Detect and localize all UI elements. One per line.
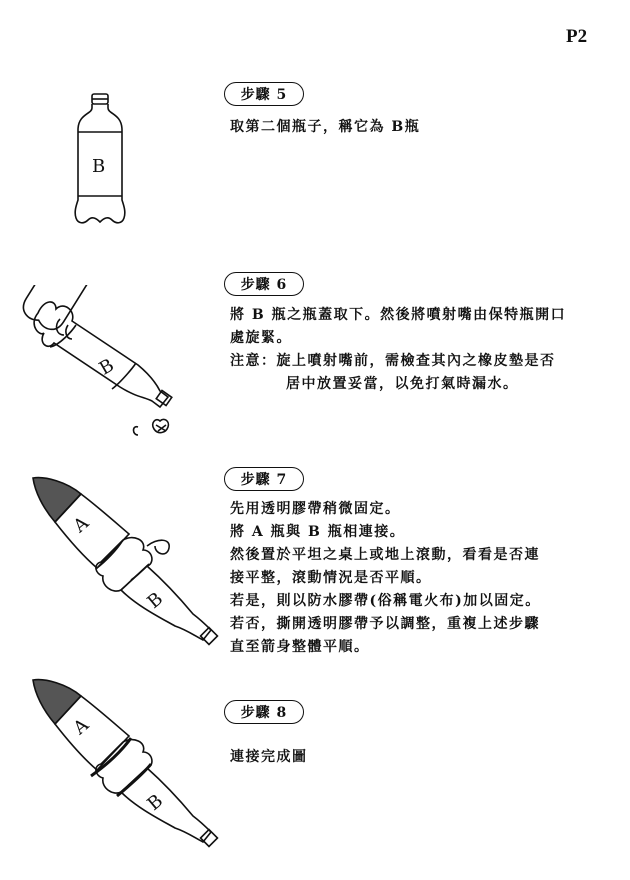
- step-8-line-1: 連接完成圖: [230, 749, 308, 765]
- bottle-body-outline: [34, 302, 168, 407]
- bottle-b-label: B: [143, 588, 168, 613]
- nozzle: [201, 628, 218, 645]
- step-6-note: [230, 350, 610, 373]
- note-line-1: 旋上噴射嘴前，需檢查其內之橡皮墊是否: [276, 353, 556, 369]
- step-6-text: [230, 304, 610, 396]
- step-7-line-2: 將 A 瓶與 B 瓶相連接。: [230, 524, 406, 540]
- step-5-text: [230, 116, 610, 139]
- nozzle: [201, 830, 218, 847]
- step-5-line-1: 取第二個瓶子，稱它為 B瓶: [230, 119, 421, 135]
- step-6-line-1: 將 B 瓶之瓶蓋取下。然後將噴射嘴由保特瓶開口: [230, 307, 567, 323]
- step-8-text: [230, 746, 610, 769]
- nose-cone: [33, 478, 81, 522]
- step-6-badge: 步驟 6: [224, 272, 304, 296]
- nozzle: [156, 390, 172, 405]
- step-7-line-3: 然後置於平坦之桌上或地上滾動，看看是否連: [230, 547, 540, 563]
- step-7-badge: 步驟 7: [224, 467, 304, 491]
- bottle-a-label: A: [69, 714, 93, 739]
- bottle-b-upright-illustration: [70, 90, 130, 230]
- bottle-b-label: B: [95, 354, 118, 380]
- bottle-b-label: B: [92, 156, 106, 177]
- bottle-b-tilted-illustration: [20, 285, 205, 455]
- nose-cone: [33, 680, 81, 724]
- page-number: P2: [566, 26, 588, 47]
- note-line-2: 居中放置妥當，以免打氣時漏水。: [286, 376, 519, 392]
- tape-band: [117, 764, 151, 796]
- rocket-taping-illustration: [25, 470, 225, 665]
- step-7-line-4: 接平整，滾動情況是否平順。: [230, 570, 432, 586]
- note-label: 注意：: [230, 353, 277, 369]
- step-7-line-1: 先用透明膠帶稍微固定。: [230, 501, 401, 517]
- bottle-a-label: A: [69, 512, 93, 537]
- step-7-line-6: 若否，撕開透明膠帶予以調整，重複上述步驟: [230, 616, 540, 632]
- bottle-b-bottom: [96, 538, 152, 591]
- tape-loop: [147, 540, 169, 554]
- step-7-text: [230, 498, 610, 659]
- step-7-line-5: 若是，則以防水膠帶(俗稱電火布)加以固定。: [230, 593, 541, 609]
- rubber-washer: [134, 427, 139, 435]
- step-8-badge: 步驟 8: [224, 700, 304, 724]
- step-5-badge: 步驟 5: [224, 82, 304, 106]
- step-7-line-7: 直至箭身整體平順。: [230, 639, 370, 655]
- step-6-line-2: 處旋緊。: [230, 330, 292, 346]
- tape-band: [91, 738, 131, 776]
- rocket-complete-illustration: [25, 672, 225, 867]
- bottle-body: [20, 285, 138, 334]
- bottle-b-label: B: [143, 790, 168, 815]
